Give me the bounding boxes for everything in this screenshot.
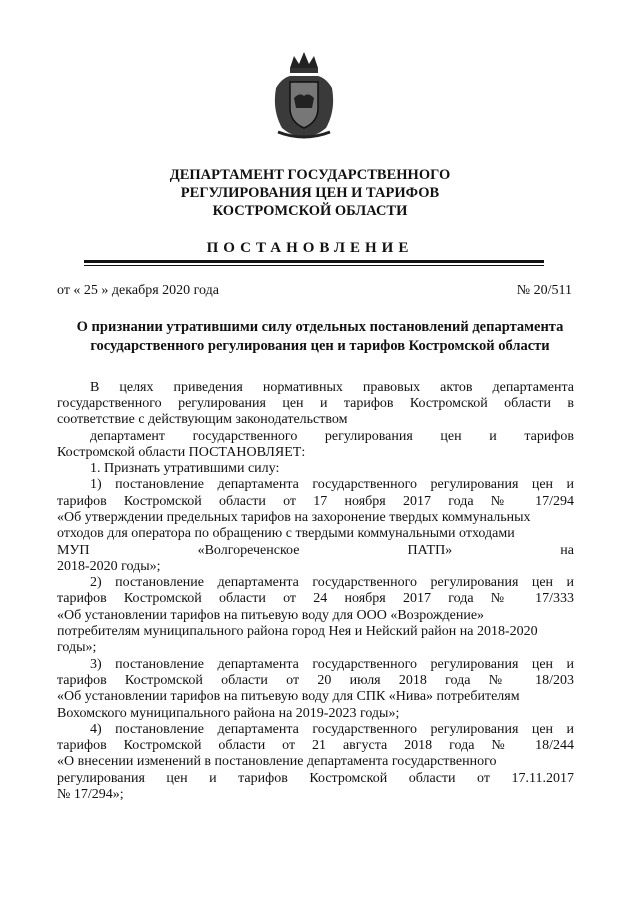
body-line: департамент государственного регулирования цен и тарифов xyxy=(90,429,574,444)
body-line: 2018-2020 годы»; xyxy=(57,559,161,574)
body-line: 2) постановление департамента государственного регулирования цен и xyxy=(90,575,574,590)
body-line: «Об утверждении предельных тарифов на захоронение твердых коммунальных xyxy=(57,510,531,525)
body-line: В целях приведения нормативных правовых актов департамента xyxy=(90,380,574,395)
document-type-title: ПОСТАНОВЛЕНИЕ xyxy=(206,240,414,256)
body-line: 4) постановление департамента государственного регулирования цен и xyxy=(90,722,574,737)
body-line: тарифов Костромской области от 21 августа 2018 года № 18/244 xyxy=(57,738,574,753)
subject-line: государственного регулирования цен и тарифов Костромской области xyxy=(90,338,550,354)
body-line: тарифов Костромской области от 17 ноября 2017 года № 17/294 xyxy=(57,494,574,509)
body-line: Костромской области ПОСТАНОВЛЯЕТ: xyxy=(57,445,306,460)
body-line: «Об установлении тарифов на питьевую воду для ООО «Возрождение» xyxy=(57,608,485,623)
body-line: регулирования цен и тарифов Костромской области от 17.11.2017 xyxy=(57,771,574,786)
body-line: Вохомского муниципального района на 2019-2023 годы»; xyxy=(57,706,400,721)
body-line: соответствие с действующим законодательством xyxy=(57,412,348,427)
body-line: 1) постановление департамента государственного регулирования цен и xyxy=(90,477,574,492)
body-line: «Об установлении тарифов на питьевую воду для СПК «Нива» потребителям xyxy=(57,689,520,704)
body-line: 1. Признать утратившими силу: xyxy=(90,461,280,476)
document-date: от « 25 » декабря 2020 года xyxy=(57,283,219,298)
body-line: потребителям муниципального района город Нея и Нейский район на 2018-2020 xyxy=(57,624,538,639)
body-line: 3) постановление департамента государственного регулирования цен и xyxy=(90,657,574,672)
header-divider xyxy=(84,260,544,263)
body-line: тарифов Костромской области от 24 ноября 2017 года № 17/333 xyxy=(57,591,574,606)
body-line: государственного регулирования цен и тарифов Костромской области в xyxy=(57,396,574,411)
body-line: отходов для оператора по обращению с твердыми коммунальными отходами xyxy=(57,526,515,541)
header-divider-thin xyxy=(84,265,544,266)
body-line: тарифов Костромской области от 20 июля 2018 года № 18/203 xyxy=(57,673,574,688)
document-number: № 20/511 xyxy=(516,283,572,298)
body-line: № 17/294»; xyxy=(57,787,124,802)
body-line: МУП «Волгореченское ПАТП» на xyxy=(57,543,574,558)
body-line: «О внесении изменений в постановление департамента государственного xyxy=(57,754,497,769)
body-line: годы»; xyxy=(57,640,97,655)
department-name-line: РЕГУЛИРОВАНИЯ ЦЕН И ТАРИФОВ xyxy=(180,185,440,201)
department-name-line: КОСТРОМСКОЙ ОБЛАСТИ xyxy=(212,203,408,219)
coat-of-arms-icon xyxy=(268,48,340,140)
department-name-line: ДЕПАРТАМЕНТ ГОСУДАРСТВЕННОГО xyxy=(169,167,451,183)
subject-line: О признании утратившими силу отдельных постановлений департамента xyxy=(76,319,564,335)
